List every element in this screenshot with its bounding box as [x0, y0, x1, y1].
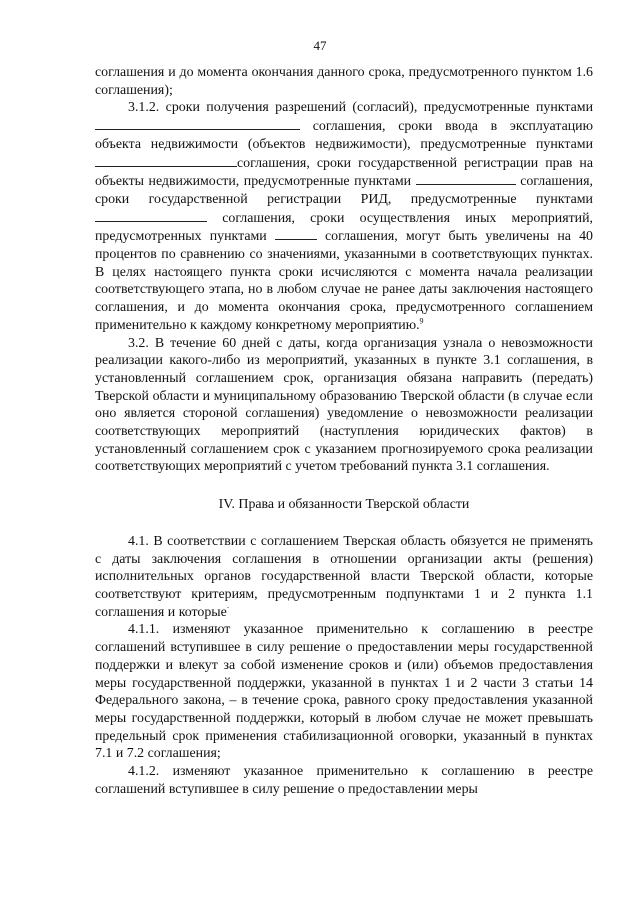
- paragraph-3-1-2-part-6: соглашения, могут быть увеличены на 40 процентов по сравнению со значениями, указанными в соответствующих пунктах. В целях настоящего пункта сроки исчисляются с момента начала реализации соответствующего этапа, но в любом случае не ранее даты заключения настоящего соглашения, и до момента окончания срока, предусмотренного соглашением применительно к каждому конкретному мероприятию.: [95, 229, 593, 333]
- paragraph-3-1-2-part-4: соглашения, сроки государственной регистрации РИД, предусмотренные пунктами: [95, 174, 593, 207]
- paragraph-3-1-1-end: соглашения и до момента окончания данного срока, предусмотренного пунктом 1.6 соглашения);: [95, 65, 593, 98]
- stray-mark: ·: [226, 603, 230, 613]
- paragraph-3-1-2-part-3: соглашения, сроки государственной регистрации прав на объекты недвижимости, предусмотренные пунктами: [95, 155, 593, 190]
- blank-line: [416, 172, 516, 185]
- paragraph-4-1: 4.1. В соответствии с соглашением Тверская область обязуется не применять с даты заключения соглашения в отношении организации акты (решения) исполнительных органов государственной власти Тверской области, которые соответствуют критериям, предусмотренным подпунктами 1 и 2 пункта 1.1 соглашения и которые·: [95, 533, 593, 620]
- blank-line: [95, 117, 300, 130]
- document-body: [95, 64, 593, 798]
- blank-line: [95, 209, 207, 222]
- section-heading: IV. Права и обязанности Тверской области: [218, 497, 470, 513]
- paragraph-3-1-2: [95, 99, 593, 334]
- page-number: 47: [313, 38, 327, 53]
- paragraph-3-2: 3.2. В течение 60 дней с даты, когда организация узнала о невозможности реализации какого-либо из мероприятий, указанных в пункте 3.1 соглашения, в установленный соглашением срок, организация обязана направить (передать) Тверской области и муниципальному образованию Тверской области (в случае если оно является стороной соглашения) уведомление о невозможности реализации соответствующих мероприятий (наступления юридических фактов) в установленный соглашением срок с указанием прогнозируемого срока реализации соответствующих мероприятий с учетом требований пункта 3.1 соглашения.: [95, 335, 593, 475]
- paragraph-4-1-1: 4.1.1. изменяют указанное применительно к соглашению в реестре соглашений вступившее в силу решение о предоставлении меры государственной поддержки и влекут за собой изменение сроков и (или) объемов предоставления меры государственной поддержки, указанной в пунктах 1 и 2 части 3 статьи 14 Федерального закона, – в течение срока, равного сроку предоставления указанной меры государственной поддержки, который в любом случае не может превышать предельный срок применения стабилизационной оговорки, указанный в пунктах 7.1 и 7.2 соглашения;: [95, 622, 593, 762]
- paragraph-4-1-2: 4.1.2. изменяют указанное применительно к соглашению в реестре соглашений вступившее в силу решение о предоставлении меры: [95, 764, 593, 797]
- paragraph-3-1-2-part-1: 3.1.2. сроки получения разрешений (согласий), предусмотренные пунктами: [128, 100, 593, 116]
- paragraph-3-1-2-part-5: соглашения, сроки осуществления иных мероприятий, предусмотренных пунктами: [95, 210, 593, 245]
- blank-line: [95, 154, 237, 167]
- paragraph-3-1-2-part-2: соглашения, сроки ввода в эксплуатацию объекта недвижимости (объектов недвижимости), предусмотренные пунктами: [95, 119, 593, 152]
- footnote-mark: 9: [419, 316, 424, 326]
- blank-line: [275, 227, 317, 240]
